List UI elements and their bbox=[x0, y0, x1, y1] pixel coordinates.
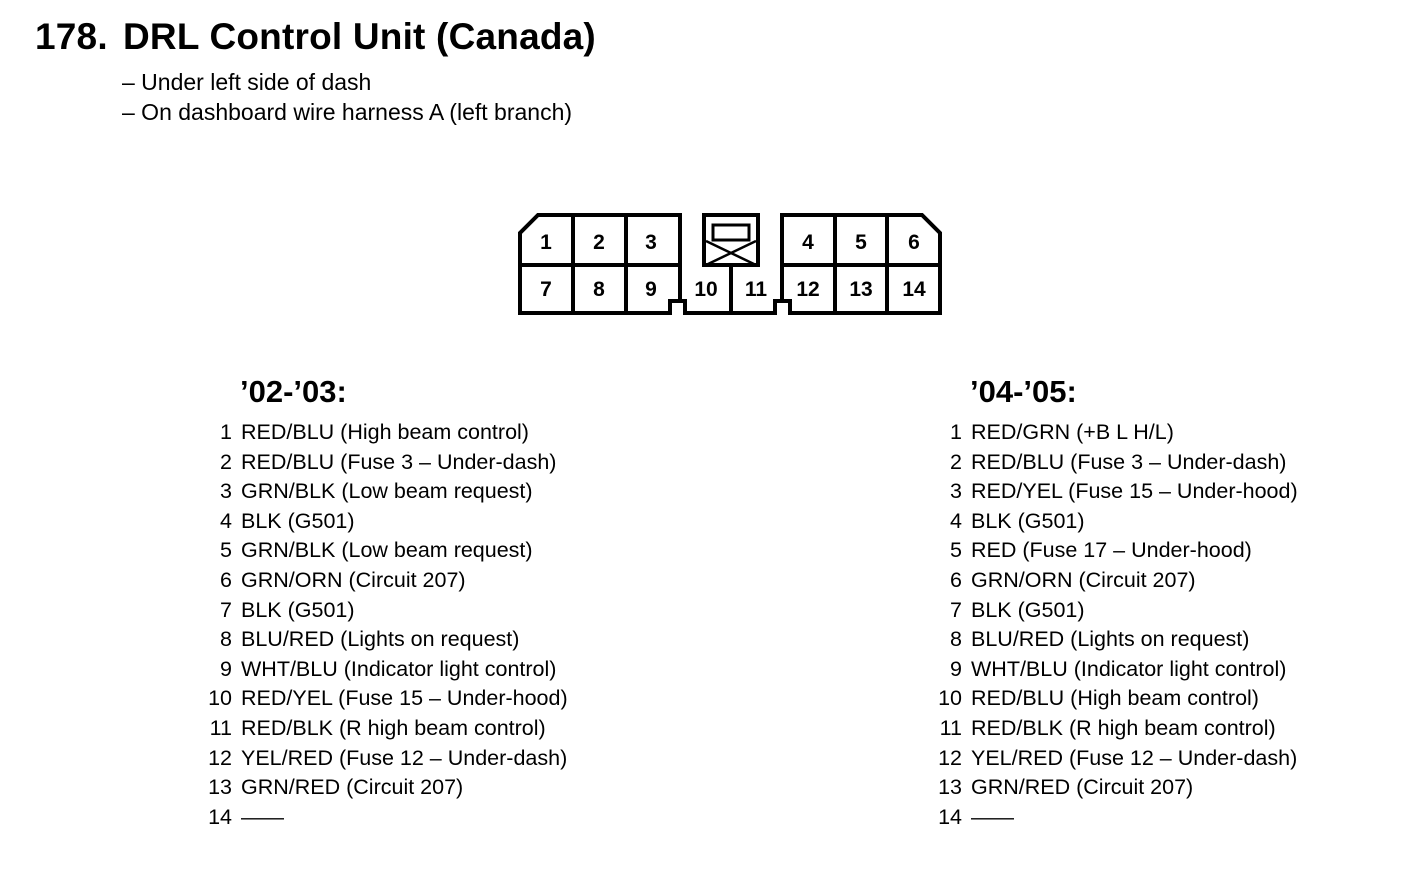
pin-row bbox=[200, 507, 620, 537]
pin-number: 2 bbox=[950, 449, 962, 474]
pin-number: 1 bbox=[950, 420, 962, 444]
pin-row bbox=[930, 655, 1350, 685]
pin-number: 8 bbox=[950, 627, 962, 652]
pin-description: BLK (G501) bbox=[971, 508, 1085, 533]
pin-description: BLK (G501) bbox=[971, 597, 1085, 622]
pin-description: GRN/ORN (Circuit 207) bbox=[241, 567, 466, 592]
pin-row bbox=[200, 418, 620, 448]
pin-row bbox=[930, 773, 1350, 803]
pin-row bbox=[930, 477, 1350, 507]
pin-row bbox=[200, 477, 620, 507]
pin-description: YEL/RED (Fuse 12 – Under-dash) bbox=[241, 745, 568, 770]
pin-description: RED/BLU (High beam control) bbox=[971, 686, 1259, 711]
pin-number: 13 bbox=[208, 775, 232, 800]
pin-label: 9 bbox=[645, 278, 657, 301]
location-line-2: – On dashboard wire harness A (left branch) bbox=[122, 99, 573, 125]
pin-number: 14 bbox=[208, 804, 232, 829]
pin-number: 13 bbox=[938, 775, 962, 800]
pin-row bbox=[930, 684, 1350, 714]
pin-description: BLU/RED (Lights on request) bbox=[241, 627, 520, 652]
pin-number: 5 bbox=[220, 538, 232, 563]
pin-row bbox=[200, 566, 620, 596]
pin-number: 12 bbox=[938, 745, 962, 770]
pin-label: 4 bbox=[802, 231, 814, 254]
pin-label: 14 bbox=[902, 278, 926, 301]
title-text: DRL Control Unit (Canada) bbox=[123, 16, 596, 57]
pin-description: GRN/RED (Circuit 207) bbox=[971, 775, 1194, 800]
pin-row bbox=[200, 773, 620, 803]
page-title bbox=[35, 16, 596, 58]
pin-row bbox=[200, 714, 620, 744]
pin-number: 11 bbox=[209, 715, 232, 740]
pin-row bbox=[200, 803, 620, 833]
pin-description: RED/BLK (R high beam control) bbox=[971, 715, 1276, 740]
pin-label: 3 bbox=[645, 231, 657, 254]
pin-number: 8 bbox=[220, 627, 232, 652]
pin-row bbox=[930, 744, 1350, 774]
pin-row bbox=[200, 625, 620, 655]
pin-description: RED/BLU (Fuse 3 – Under-dash) bbox=[241, 449, 557, 474]
pin-row bbox=[200, 448, 620, 478]
pin-description: BLU/RED (Lights on request) bbox=[971, 627, 1250, 652]
pin-list bbox=[930, 418, 1350, 832]
pin-number: 9 bbox=[220, 656, 232, 681]
pin-number: 1 bbox=[220, 420, 232, 444]
pin-row bbox=[930, 418, 1350, 448]
pin-description: —— bbox=[971, 804, 1014, 829]
pin-description: BLK (G501) bbox=[241, 508, 355, 533]
pin-description: GRN/ORN (Circuit 207) bbox=[971, 567, 1196, 592]
connector-diagram bbox=[510, 205, 950, 325]
pin-description: RED/YEL (Fuse 15 – Under-hood) bbox=[241, 686, 568, 711]
pin-description: RED/BLU (High beam control) bbox=[241, 420, 529, 444]
pin-row bbox=[930, 507, 1350, 537]
pin-description: RED/BLU (Fuse 3 – Under-dash) bbox=[971, 449, 1287, 474]
pin-description: WHT/BLU (Indicator light control) bbox=[241, 656, 557, 681]
pin-number: 12 bbox=[208, 745, 232, 770]
section-heading: ’02-’03: bbox=[240, 374, 347, 409]
pin-row bbox=[930, 596, 1350, 626]
pin-description: YEL/RED (Fuse 12 – Under-dash) bbox=[971, 745, 1298, 770]
pin-row bbox=[930, 566, 1350, 596]
pin-number: 2 bbox=[220, 449, 232, 474]
pin-description: RED/BLK (R high beam control) bbox=[241, 715, 546, 740]
pinout-section-04-05 bbox=[930, 372, 1350, 832]
pin-description: GRN/BLK (Low beam request) bbox=[241, 538, 533, 563]
pin-label: 2 bbox=[593, 231, 605, 254]
pin-number: 3 bbox=[220, 479, 232, 504]
pin-description: WHT/BLU (Indicator light control) bbox=[971, 656, 1287, 681]
pin-number: 14 bbox=[938, 804, 962, 829]
pin-number: 7 bbox=[950, 597, 962, 622]
pin-label: 12 bbox=[796, 278, 820, 301]
pin-row bbox=[930, 803, 1350, 833]
section-heading: ’04-’05: bbox=[970, 374, 1077, 409]
pin-list bbox=[200, 418, 620, 832]
pin-row bbox=[200, 684, 620, 714]
pin-row bbox=[930, 714, 1350, 744]
pin-label: 8 bbox=[593, 278, 605, 301]
pin-number: 4 bbox=[950, 508, 962, 533]
pin-row bbox=[200, 536, 620, 566]
pin-label: 1 bbox=[540, 231, 552, 254]
pin-label: 10 bbox=[694, 278, 718, 301]
pin-row bbox=[200, 596, 620, 626]
pin-row bbox=[200, 744, 620, 774]
pin-description: —— bbox=[241, 804, 284, 829]
pin-description: BLK (G501) bbox=[241, 597, 355, 622]
pin-row bbox=[930, 536, 1350, 566]
pinout-section-02-03 bbox=[200, 372, 620, 832]
pin-label: 7 bbox=[540, 278, 552, 301]
pin-description: RED/YEL (Fuse 15 – Under-hood) bbox=[971, 479, 1298, 504]
pin-label: 11 bbox=[744, 278, 768, 301]
pin-number: 4 bbox=[220, 508, 232, 533]
pin-description: RED (Fuse 17 – Under-hood) bbox=[971, 538, 1252, 563]
pin-number: 6 bbox=[950, 567, 962, 592]
pin-row bbox=[200, 655, 620, 685]
location-line-1: – Under left side of dash bbox=[122, 69, 372, 95]
pin-label: 5 bbox=[855, 231, 867, 254]
pin-number: 5 bbox=[950, 538, 962, 563]
pin-number: 11 bbox=[939, 715, 962, 740]
pin-row bbox=[930, 625, 1350, 655]
pin-description: RED/GRN (+B L H/L) bbox=[971, 420, 1174, 444]
pin-number: 3 bbox=[950, 479, 962, 504]
pin-number: 6 bbox=[220, 567, 232, 592]
pin-number: 10 bbox=[938, 686, 962, 711]
pin-number: 10 bbox=[208, 686, 232, 711]
pin-description: GRN/RED (Circuit 207) bbox=[241, 775, 464, 800]
pin-label: 13 bbox=[849, 278, 873, 301]
pin-label: 6 bbox=[908, 231, 920, 254]
pin-number: 7 bbox=[220, 597, 232, 622]
pin-description: GRN/BLK (Low beam request) bbox=[241, 479, 533, 504]
pin-number: 9 bbox=[950, 656, 962, 681]
pin-row bbox=[930, 448, 1350, 478]
lock-tab-latch bbox=[713, 225, 749, 240]
title-number: 178. bbox=[35, 16, 108, 57]
